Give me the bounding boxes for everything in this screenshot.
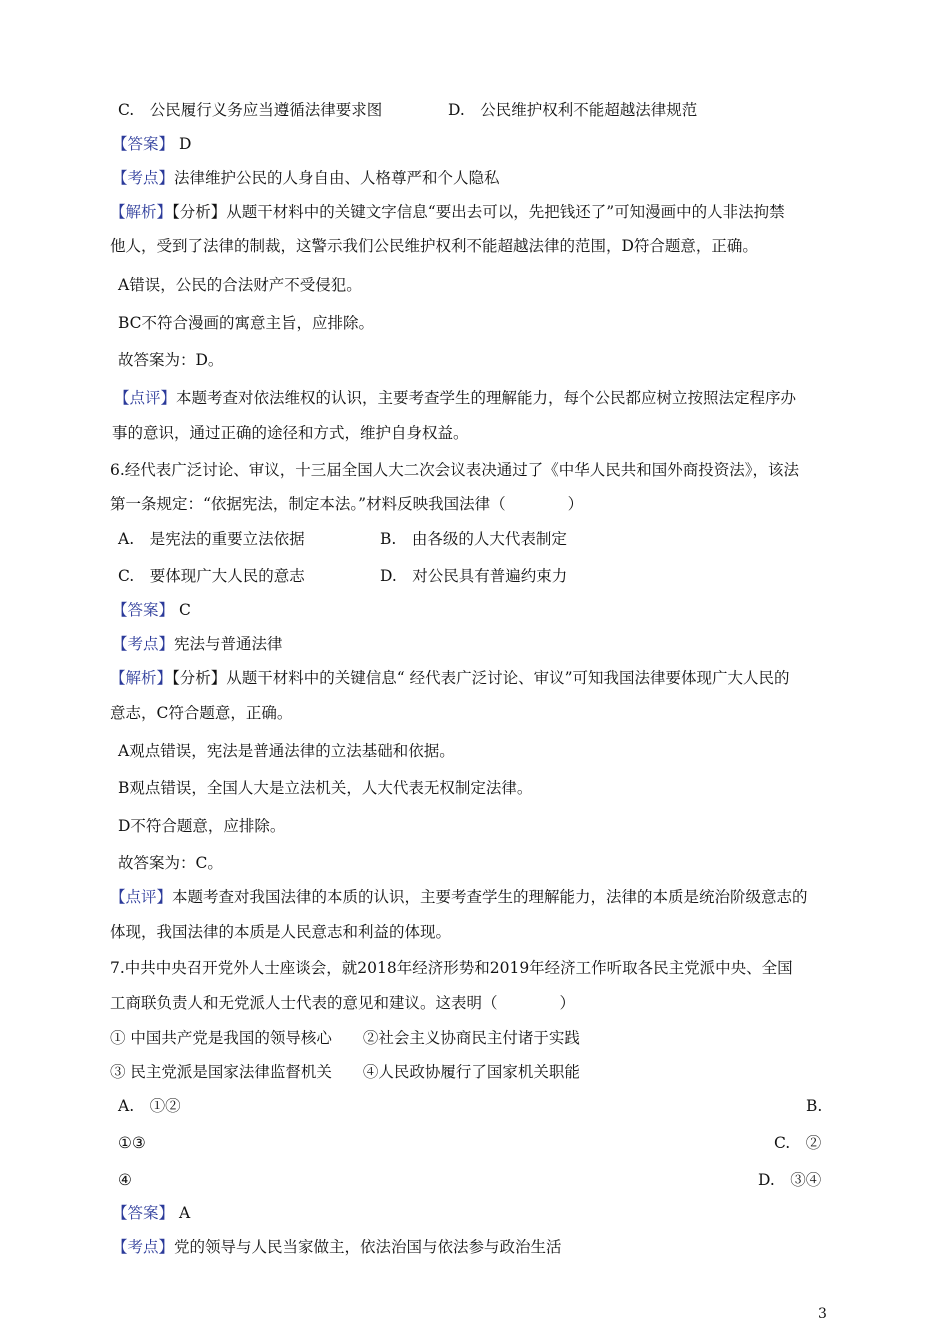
analysis-tag: 【解析】 xyxy=(110,669,173,687)
q7-statement-row-1: ① 中国共产党是我国的领导核心 ②社会主义协商民主付诸于实践 xyxy=(110,1029,580,1047)
answer-value: A xyxy=(178,1204,191,1222)
review-tag: 【点评】 xyxy=(110,888,173,906)
q6-point xyxy=(112,634,283,654)
q5-answer xyxy=(112,134,191,154)
point-value: 党的领导与人民当家做主，依法治国与依法参与政治生活 xyxy=(174,1238,562,1256)
q5-option-c: C. 公民履行义务应当遵循法律要求图 xyxy=(118,101,383,119)
q6-answer xyxy=(112,600,191,620)
q7-option-b: B. xyxy=(806,1097,823,1115)
q7-option-c-continued: ④ xyxy=(118,1171,132,1189)
review-text: 本题考查对我国法律的本质的认识，主要考查学生的理解能力，法律的本质是统治阶级意志的 xyxy=(172,888,808,906)
review-text: 本题考查对依法维权的认识，主要考查学生的理解能力，每个公民都应树立按照法定程序办 xyxy=(176,389,797,407)
point-tag: 【考点】 xyxy=(112,635,175,653)
answer-value: D xyxy=(178,135,192,153)
q5-review-line-1 xyxy=(114,388,796,408)
q6-option-a: A. 是宪法的重要立法依据 xyxy=(118,530,305,548)
q6-stem-line-1: 6.经代表广泛讨论、审议，十三届全国人大二次会议表决通过了《中华人民共和国外商投资法》，该法 xyxy=(110,461,800,479)
q7-point xyxy=(112,1237,562,1257)
q6-analysis-line-1 xyxy=(110,668,790,688)
q7-stem-line-1: 7.中共中央召开党外人士座谈会，就2018年经济形势和2019年经济工作听取各民主党派中央、全国 xyxy=(110,959,793,977)
q5-point xyxy=(112,168,500,188)
point-tag: 【考点】 xyxy=(112,1238,175,1256)
page-number: 3 xyxy=(818,1306,827,1322)
q5-analysis-line-5: 故答案为：D。 xyxy=(118,351,224,369)
q6-analysis-line-6: 故答案为：C。 xyxy=(118,854,223,872)
analysis-text: 【分析】从题干材料中的关键信息“ 经代表广泛讨论、审议”可知我国法律要体现广大人民的 xyxy=(172,669,790,687)
q7-statement-row-2: ③ 民主党派是国家法律监督机关 ④人民政协履行了国家机关职能 xyxy=(110,1063,580,1081)
q6-stem-line-2: 第一条规定：“依据宪法，制定本法。”材料反映我国法律（ ） xyxy=(110,495,584,513)
q6-option-b: B. 由各级的人大代表制定 xyxy=(380,530,567,548)
q7-option-a: A. ①② xyxy=(118,1097,181,1115)
q6-option-c: C. 要体现广大人民的意志 xyxy=(118,567,305,585)
answer-tag: 【答案】 xyxy=(112,135,175,153)
q6-option-d: D. 对公民具有普遍约束力 xyxy=(380,567,568,585)
answer-value: C xyxy=(178,601,191,619)
analysis-text: 【分析】从题干材料中的关键文字信息“要出去可以，先把钱还了”可知漫画中的人非法拘禁 xyxy=(172,203,785,221)
answer-tag: 【答案】 xyxy=(112,1204,175,1222)
point-tag: 【考点】 xyxy=(112,169,175,187)
q5-analysis-line-1 xyxy=(110,202,785,222)
q7-option-d: D. ③④ xyxy=(758,1171,822,1189)
q5-option-d: D. 公民维护权利不能超越法律规范 xyxy=(448,101,698,119)
q7-option-c: C. ② xyxy=(774,1134,822,1152)
q6-review-line-1 xyxy=(110,887,808,907)
q6-analysis-line-3: A观点错误，宪法是普通法律的立法基础和依据。 xyxy=(118,742,455,760)
point-value: 法律维护公民的人身自由、人格尊严和个人隐私 xyxy=(174,169,500,187)
answer-tag: 【答案】 xyxy=(112,601,175,619)
point-value: 宪法与普通法律 xyxy=(174,635,283,653)
q6-review-line-2: 体现，我国法律的本质是人民意志和利益的体现。 xyxy=(110,923,452,941)
q5-analysis-line-2: 他人，受到了法律的制裁，这警示我们公民维护权利不能超越法律的范围，D符合题意，正确。 xyxy=(110,237,758,255)
q6-analysis-line-2: 意志，C符合题意，正确。 xyxy=(110,704,293,722)
q7-answer xyxy=(112,1203,190,1223)
q6-analysis-line-4: B观点错误，全国人大是立法机关，人大代表无权制定法律。 xyxy=(118,779,533,797)
q6-analysis-line-5: D不符合题意，应排除。 xyxy=(118,817,286,835)
q5-review-line-2: 事的意识，通过正确的途径和方式，维护自身权益。 xyxy=(112,424,469,442)
q5-analysis-line-3: A错误，公民的合法财产不受侵犯。 xyxy=(118,276,362,294)
q7-stem-line-2: 工商联负责人和无党派人士代表的意见和建议。这表明（ ） xyxy=(110,994,576,1012)
q7-option-b-continued: ①③ xyxy=(118,1134,146,1152)
q5-analysis-line-4: BC不符合漫画的寓意主旨，应排除。 xyxy=(118,314,375,332)
analysis-tag: 【解析】 xyxy=(110,203,173,221)
review-tag: 【点评】 xyxy=(114,389,177,407)
